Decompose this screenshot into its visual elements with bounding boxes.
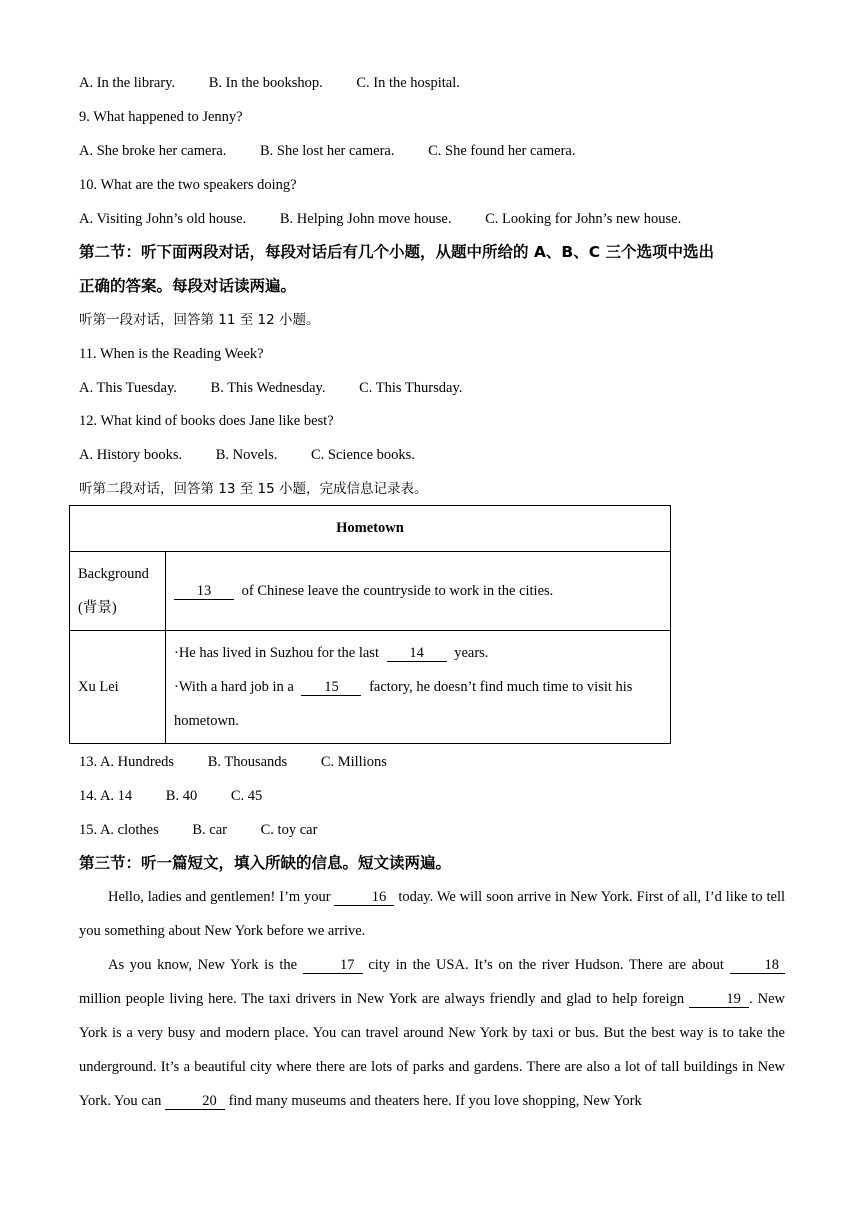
q11-option-b: B. This Wednesday. <box>210 380 326 396</box>
row-label-background <box>70 552 166 631</box>
q11-option-a: A. This Tuesday. <box>79 380 177 396</box>
p2-b: city in the USA. It’s on the river Hudson. There are about <box>368 957 724 973</box>
q13-option-b: B. Thousands <box>207 754 288 770</box>
blank-13[interactable]: 13 <box>174 583 234 600</box>
table-title: Hometown <box>70 506 671 552</box>
xu-lei-line1-pre: ·He has lived in Suzhou for the last <box>174 645 379 661</box>
q11-question: 11. When is the Reading Week? <box>79 346 264 362</box>
info-record-table <box>69 505 671 744</box>
q9-option-a: A. She broke her camera. <box>79 143 227 159</box>
p2-a: As you know, New York is the <box>108 957 298 973</box>
row-content-background <box>166 552 671 631</box>
q8-options <box>79 73 460 93</box>
section2-heading-line1: 第二节：听下面两段对话，每段对话后有几个小题，从题中所给的 A、B、C 三个选项中选出 <box>79 243 714 261</box>
q15-option-c: C. toy car <box>260 822 318 838</box>
q9-question: 9. What happened to Jenny? <box>79 109 243 125</box>
row-label-background-en: Background <box>78 566 149 582</box>
q12-option-a: A. History books. <box>79 447 183 463</box>
table-row-background <box>70 552 671 631</box>
q12-option-c: C. Science books. <box>311 447 415 463</box>
q15-option-b: B. car <box>192 822 227 838</box>
xu-lei-line1-post: years. <box>454 645 489 661</box>
xu-lei-line1 <box>174 636 662 670</box>
xu-lei-line2 <box>174 670 662 704</box>
p2-e: find many museums and theaters here. If you love shopping, New York <box>228 1093 642 1109</box>
q14-option-c: C. 45 <box>230 788 263 804</box>
q13-option-c: C. Millions <box>320 754 387 770</box>
q11-options <box>79 378 462 398</box>
blank-20[interactable]: 20 <box>165 1093 225 1110</box>
blank-19[interactable]: 19 <box>689 991 749 1008</box>
q13-options <box>79 752 387 772</box>
blank-15[interactable]: 15 <box>301 679 361 696</box>
p1-post: today. We will soon arrive in New York. First of all, I’d like to tell you something about New York before we arrive. <box>79 889 786 939</box>
p2-d: . New York is a very busy and modern place. You can travel around New York by taxi or bus. But the best way is to take the underground. It’s a beautiful city where there are lots of parks and gardens. There are also a lot of tall buildings in New York. You can <box>79 991 785 1109</box>
p1-pre: Hello, ladies and gentlemen! I’m your <box>108 889 331 905</box>
q13-option-a: 13. A. Hundreds <box>79 754 175 770</box>
q8-option-c: C. In the hospital. <box>356 75 460 91</box>
q10-option-c: C. Looking for John’s new house. <box>485 211 682 227</box>
background-text: of Chinese leave the countryside to work in the cities. <box>241 582 554 599</box>
dialog2-intro: 听第二段对话，回答第 13 至 15 小题，完成信息记录表。 <box>79 481 428 497</box>
q12-option-b: B. Novels. <box>215 447 278 463</box>
dialog1-intro: 听第一段对话，回答第 11 至 12 小题。 <box>79 312 320 328</box>
passage-paragraph-2 <box>79 948 785 1118</box>
blank-17[interactable]: 17 <box>303 957 363 974</box>
q14-option-b: B. 40 <box>165 788 198 804</box>
q15-option-a: 15. A. clothes <box>79 822 159 838</box>
q10-question: 10. What are the two speakers doing? <box>79 177 297 193</box>
passage-paragraph-1 <box>79 880 785 948</box>
q14-options <box>79 786 262 806</box>
xu-lei-line2-pre: ·With a hard job in a <box>174 679 294 695</box>
q9-option-c: C. She found her camera. <box>428 143 576 159</box>
blank-16[interactable]: 16 <box>334 889 394 906</box>
q8-option-b: B. In the bookshop. <box>208 75 323 91</box>
q15-options <box>79 820 317 840</box>
blank-14[interactable]: 14 <box>387 645 447 662</box>
row-label-xu-lei: Xu Lei <box>70 631 166 744</box>
blank-18[interactable]: 18 <box>730 957 786 974</box>
q10-option-b: B. Helping John move house. <box>279 211 452 227</box>
q14-option-a: 14. A. 14 <box>79 788 133 804</box>
row-content-xu-lei <box>166 631 671 744</box>
row-label-background-cn: (背景) <box>78 600 117 616</box>
section2-heading-line2: 正确的答案。每段对话读两遍。 <box>79 277 297 295</box>
q9-option-b: B. She lost her camera. <box>259 143 395 159</box>
q10-option-a: A. Visiting John’s old house. <box>79 211 247 227</box>
q12-question: 12. What kind of books does Jane like best? <box>79 413 334 429</box>
q9-options <box>79 141 575 161</box>
q12-options <box>79 445 415 465</box>
q10-options <box>79 209 681 229</box>
xu-lei-line2-post: factory, he doesn’t find much time to visit his <box>369 679 633 695</box>
q8-option-a: A. In the library. <box>79 75 176 91</box>
q11-option-c: C. This Thursday. <box>359 380 463 396</box>
table-row-xu-lei <box>70 631 671 744</box>
section3-heading: 第三节：听一篇短文，填入所缺的信息。短文读两遍。 <box>79 854 452 872</box>
p2-c: million people living here. The taxi drivers in New York are always friendly and glad to help foreign <box>79 991 685 1007</box>
xu-lei-line3: hometown. <box>174 713 239 729</box>
